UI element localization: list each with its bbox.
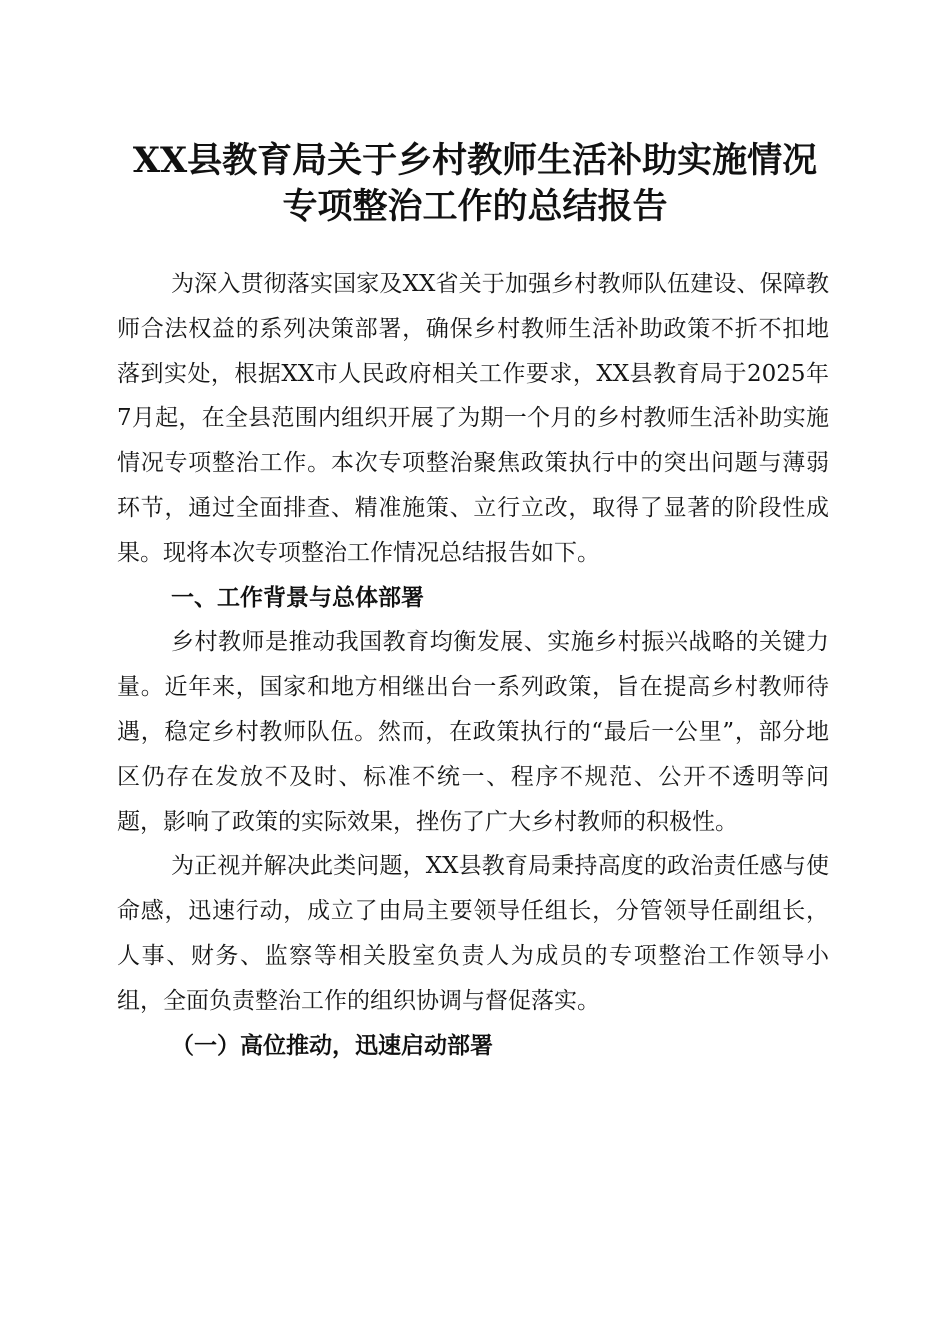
title-line-1: XX县教育局关于乡村教师生活补助实施情况 <box>132 140 818 181</box>
title-line-2: 专项整治工作的总结报告 <box>282 186 668 227</box>
section-1-heading: 一、工作背景与总体部署 <box>171 584 424 611</box>
intro-paragraph: 为深入贯彻落实国家及XX省关于加强乡村教师队伍建设、保障教师合法权益的系列决策部署，确保乡村教师生活补助政策不折不扣地落到实处，根据XX市人民政府相关工作要求，XX县教育局于2025年7月起，在全县范围内组织开展了为期一个月的乡村教师生活补助实施情况专项整治工作。本次专项整治聚焦政策执行中的突出问题与薄弱环节，通过全面排查、精准施策、立行立改，取得了显著的阶段性成果。现将本次专项整治工作情况总结报告如下。 <box>117 271 829 566</box>
document-body <box>117 262 829 1068</box>
section-1-paragraph-2: 为正视并解决此类问题，XX县教育局秉持高度的政治责任感与使命感，迅速行动，成立了由局主要领导任组长，分管领导任副组长，人事、财务、监察等相关股室负责人为成员的专项整治工作领导小组，全面负责整治工作的组织协调与督促落实。 <box>117 853 829 1014</box>
section-1-paragraph-1: 乡村教师是推动我国教育均衡发展、实施乡村振兴战略的关键力量。近年来，国家和地方相继出台一系列政策，旨在提高乡村教师待遇，稳定乡村教师队伍。然而，在政策执行的“最后一公里”，部分地区仍存在发放不及时、标准不统一、程序不规范、公开不透明等问题，影响了政策的实际效果，挫伤了广大乡村教师的积极性。 <box>117 629 829 835</box>
document-title <box>100 138 850 230</box>
subsection-1-heading: （一）高位推动，迅速启动部署 <box>171 1031 493 1059</box>
